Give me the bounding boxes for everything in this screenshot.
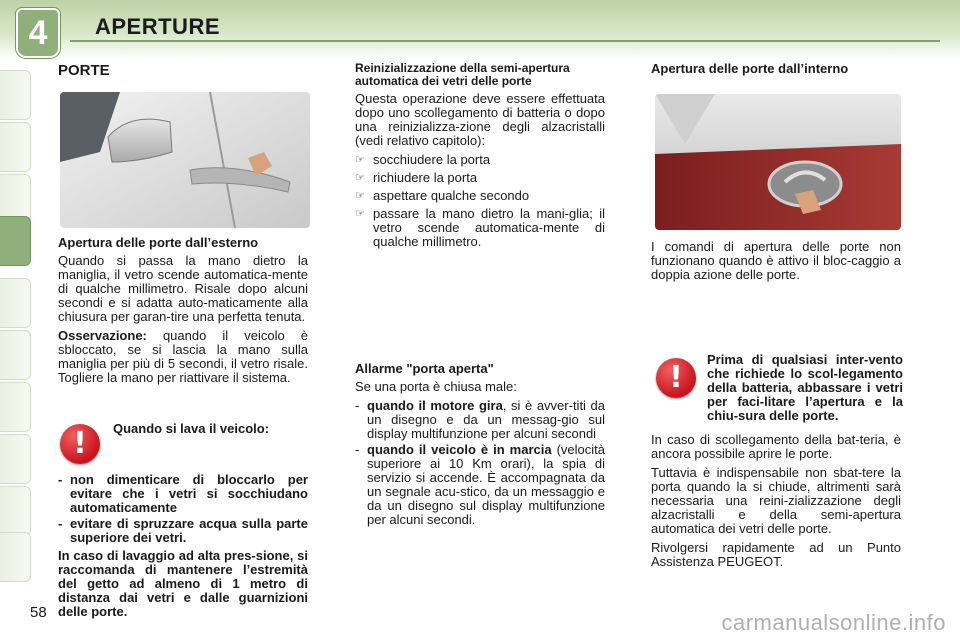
interior-door-handle-photo <box>655 94 901 230</box>
side-tab[interactable] <box>0 486 31 536</box>
header-rule <box>70 40 940 42</box>
battery-paragraph-1: In caso di scollegamento della bat-teria, è ancora possibile aprire le porte. <box>651 432 901 461</box>
side-tab[interactable] <box>0 532 31 582</box>
list-item: ☞ passare la mano dietro la mani-glia; il vetro scende automatica-mente di qualche millimetro. <box>355 206 605 249</box>
column-exterior <box>58 236 308 390</box>
side-tab[interactable] <box>0 434 31 484</box>
warning-exclamation-icon: ! <box>60 424 100 464</box>
chapter-title: APERTURE <box>95 14 221 39</box>
side-tab[interactable] <box>0 330 31 380</box>
observation-label: Osservazione: <box>58 328 147 343</box>
exterior-opening-heading: Apertura delle porte dall’esterno <box>58 235 259 250</box>
observation-paragraph <box>58 329 308 385</box>
reset-steps <box>355 153 605 249</box>
warning-exclamation-icon: ! <box>656 358 696 398</box>
observation-text: quando il veicolo è sbloccato, se si lascia la mano sulla maniglia per più di 5 secondi, il vetro risale. Togliere la mano per riattivare il sistema. <box>58 328 308 385</box>
washing-warning-final: In caso di lavaggio ad alta pres-sione, si raccomanda di mantenere l’estremità del getto ad almeno di 1 metro di distanza dai vetri e dalle guarnizioni delle porte. <box>58 548 308 619</box>
list-item: ☞ socchiudere la porta <box>355 152 491 167</box>
list-item: - non dimenticare di bloccarlo per evitare che i vetri si socchiudano automaticamente <box>58 472 308 515</box>
side-tab[interactable] <box>0 70 31 120</box>
exterior-door-handle-photo <box>60 92 310 228</box>
exterior-opening-text: Quando si passa la mano dietro la maniglia, il vetro scende automatica-mente di qualche millimetro. Risale dopo alcuni secondi e si adatta auto-maticamente alla chiusura per garan-tire una perfetta tenuta. <box>58 253 308 324</box>
list-item: ☞ richiudere la porta <box>355 170 478 185</box>
side-tab[interactable] <box>0 122 31 172</box>
list-item: - evitare di spruzzare acqua sulla parte superiore dei vetri. <box>58 516 308 545</box>
battery-paragraph-3: Rivolgersi rapidamente ad un Punto Assistenza PEUGEOT. <box>651 540 901 569</box>
reset-heading: Reinizializzazione della semi-apertura automatica dei vetri delle porte <box>355 61 570 88</box>
chapter-number-badge: 4 <box>16 8 60 58</box>
column-reset <box>355 62 605 254</box>
interior-note <box>651 240 901 287</box>
side-tab-active[interactable] <box>0 216 31 266</box>
battery-paragraph-2: Tuttavia è indispensabile non sbat-tere la porta quando la si chiude, altrimenti sarà necessaria una reini-zializzazione degli alzacristalli e della semi-apertura automatica dei vetri delle porte. <box>651 465 901 536</box>
battery-warning-body <box>651 433 901 574</box>
alarm-list <box>355 399 605 527</box>
column-alarm <box>355 362 605 531</box>
pointing-hand-icon: ☞ <box>355 190 365 202</box>
page-number: 58 <box>30 604 47 621</box>
list-item: - quando il veicolo è in marcia (velocità superiore ai 10 Km orari), la spia di servizio si accende. È accompagnata da un segnale acu-stico, da un messaggio e da un disegno sul display multifunzione per alcuni secondi. <box>355 442 605 527</box>
pointing-hand-icon: ☞ <box>355 172 365 184</box>
chapter-side-tabs <box>0 70 34 580</box>
alarm-heading: Allarme "porta aperta" <box>355 361 494 376</box>
list-item: - quando il motore gira, si è avver-titi da un disegno e da un messag-gio sul display multifunzione per alcuni secondi <box>355 398 605 441</box>
washing-warning-list <box>58 473 308 545</box>
battery-warning-title: Prima di qualsiasi inter-vento che richiede lo scol-legamento della batteria, abbassare i vetri per faci-litare l’apertura e la chiu-sura delle porte. <box>707 352 903 423</box>
washing-warning-title: Quando si lava il veicolo: <box>113 421 270 436</box>
washing-warning-block <box>58 473 308 624</box>
alarm-intro: Se una porta è chiusa male: <box>355 379 517 394</box>
column-interior <box>651 62 901 80</box>
reset-intro: Questa operazione deve essere effettuata dopo uno scollegamento di batteria o dopo una reinizializza-zione degli alzacristalli (vedi relativo capitolo): <box>355 91 605 148</box>
interior-opening-text: I comandi di apertura delle porte non funzionano quando è attivo il bloc-caggio a doppia azione delle porte. <box>651 239 901 282</box>
section-title: PORTE <box>58 62 110 79</box>
interior-opening-heading: Apertura delle porte dall’interno <box>651 61 849 76</box>
list-item: ☞ aspettare qualche secondo <box>355 188 530 203</box>
side-tab[interactable] <box>0 382 31 432</box>
pointing-hand-icon: ☞ <box>355 208 365 220</box>
watermark: carmanualsonline.info <box>721 610 946 635</box>
side-tab[interactable] <box>0 278 31 328</box>
pointing-hand-icon: ☞ <box>355 154 365 166</box>
